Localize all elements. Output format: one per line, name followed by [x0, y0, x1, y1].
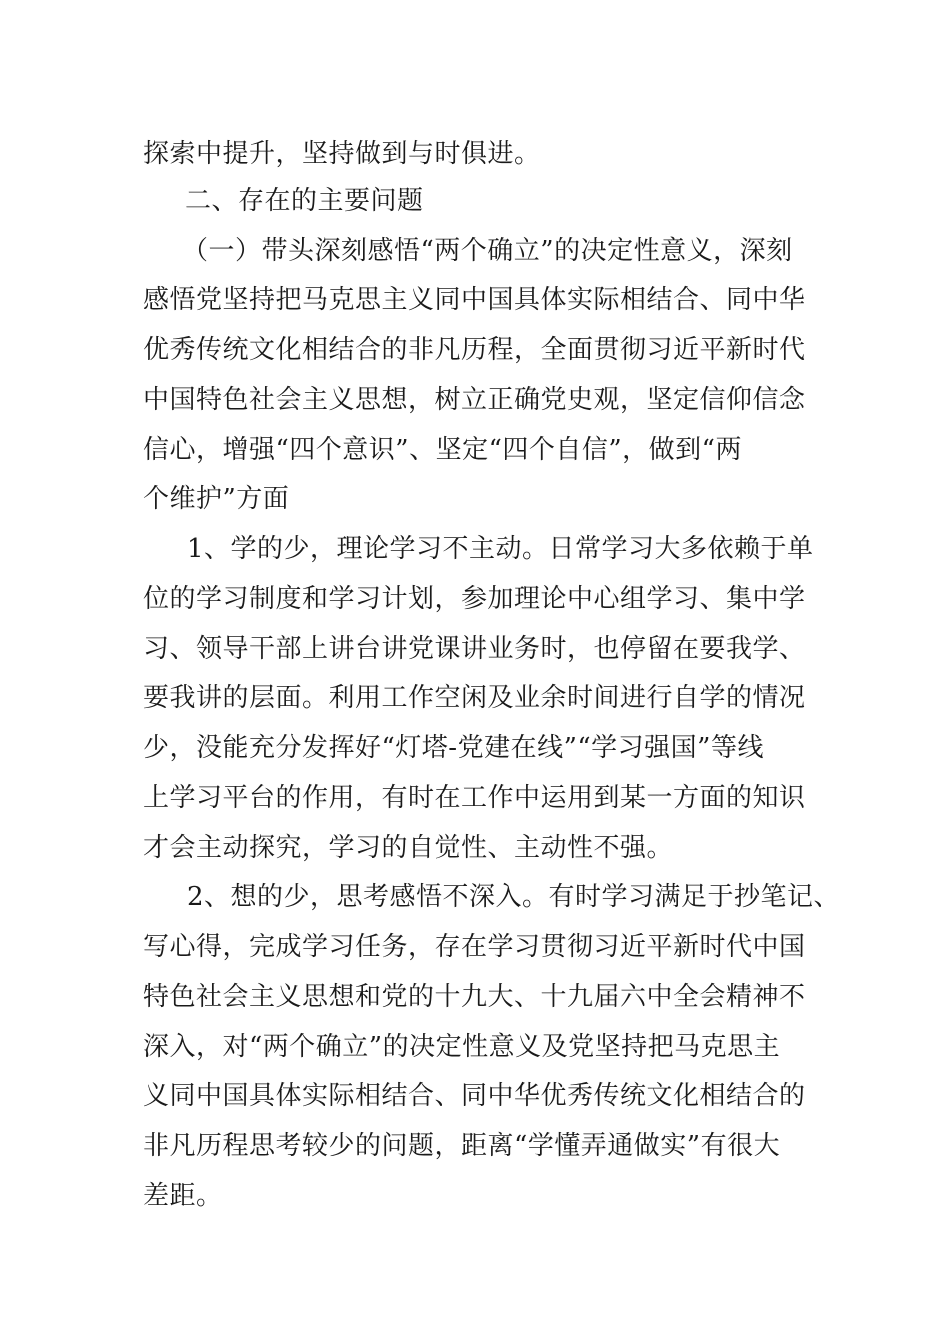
- text-line: 信心，增强“四个意识”、坚定“四个自信”，做到“两: [143, 435, 742, 465]
- text-line: 习、领导干部上讲台讲党课讲业务时，也停留在要我学、: [143, 634, 806, 664]
- text-line: 特色社会主义思想和党的十九大、十九届六中全会精神不: [143, 982, 806, 1012]
- text-line: 位的学习制度和学习计划，参加理论中心组学习、集中学: [143, 584, 806, 614]
- text-line: 差距。: [143, 1181, 223, 1211]
- text-line: 中国特色社会主义思想，树立正确党史观，坚定信仰信念: [143, 385, 806, 415]
- text-line: 非凡历程思考较少的问题，距离“学懂弄通做实”有很大: [143, 1131, 781, 1161]
- text-line: 才会主动探究，学习的自觉性、主动性不强。: [143, 833, 674, 863]
- text-line: 少，没能充分发挥好“灯塔-党建在线”“学习强国”等线: [143, 733, 764, 763]
- text-line: 写心得，完成学习任务，存在学习贯彻习近平新时代中国: [143, 932, 806, 962]
- subsection-heading: （一）带头深刻感悟“两个确立”的决定性意义，深刻: [182, 236, 793, 266]
- section-heading: 二、存在的主要问题: [185, 186, 424, 216]
- text-line: 探索中提升，坚持做到与时俱进。: [143, 139, 541, 169]
- text-line: 义同中国具体实际相结合、同中华优秀传统文化相结合的: [143, 1081, 806, 1111]
- text-line: 优秀传统文化相结合的非凡历程，全面贯彻习近平新时代: [143, 335, 806, 365]
- text-line: 深入，对“两个确立”的决定性意义及党坚持把马克思主: [143, 1032, 781, 1062]
- text-line: 个维护”方面: [143, 484, 290, 514]
- text-line: 要我讲的层面。利用工作空闲及业余时间进行自学的情况: [143, 683, 806, 713]
- paragraph-start: 1、学的少，理论学习不主动。日常学习大多依赖于单: [187, 534, 814, 564]
- text-line: 上学习平台的作用，有时在工作中运用到某一方面的知识: [143, 783, 806, 813]
- paragraph-start: 2、想的少，思考感悟不深入。有时学习满足于抄笔记、: [187, 882, 841, 912]
- text-line: 感悟党坚持把马克思主义同中国具体实际相结合、同中华: [143, 285, 806, 315]
